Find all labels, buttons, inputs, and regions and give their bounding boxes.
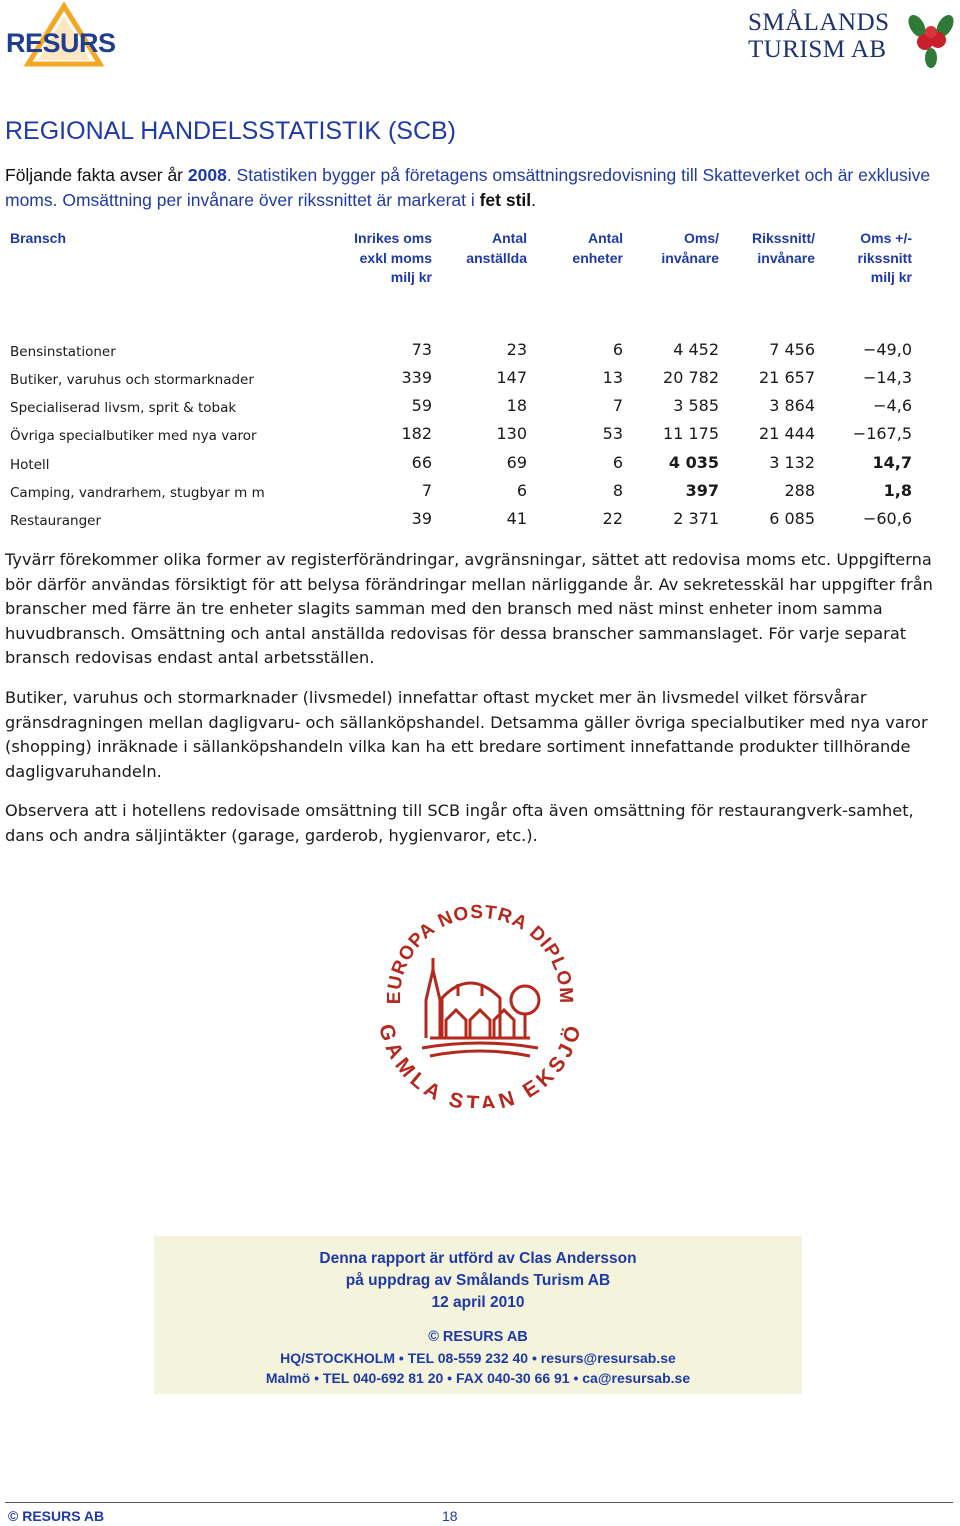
cell-oms: 73 — [411, 340, 432, 359]
cell-oms: 339 — [401, 368, 432, 387]
cell-diff: −4,6 — [873, 396, 912, 415]
cell-anstallda: 69 — [506, 453, 527, 472]
report-hq-contact: HQ/STOCKHOLM • TEL 08-559 232 40 • resurs@resursab.se — [280, 1350, 676, 1366]
report-credits-box — [154, 1236, 802, 1394]
svg-text:EUROPA NOSTRA DIPLOM — [384, 902, 576, 1005]
cell-oms: 66 — [411, 453, 432, 472]
smalands-turism-logo — [745, 8, 957, 68]
footer-copyright: © RESURS AB — [8, 1508, 105, 1524]
cell-bransch: Bensinstationer — [10, 344, 116, 360]
cell-oms: 7 — [421, 481, 432, 500]
table-row — [0, 424, 960, 450]
cell-oms-invanare: 4 035 — [668, 453, 719, 472]
cell-diff: −14,3 — [862, 368, 912, 387]
cell-anstallda: 41 — [506, 509, 527, 528]
cell-riks-invanare: 3 132 — [769, 453, 815, 472]
col-header-oms-diff: Oms +/- rikssnitt milj kr — [857, 230, 912, 285]
paragraph-butiker: Butiker, varuhus och stormarknader (livsmedel) innefattar oftast mycket mer än livsmedel vilket försvårar gränsdragningen mellan dagligvaru- och sällanköpshandel. Detsamma gäller övriga specialbutiker med nya varor (shopping) inräknade i sällanköpshandeln vilka kan ha ett bredare sortiment innefattande produkter tillhörande dagligvaruhandeln. — [5, 688, 928, 781]
cell-oms-invanare: 20 782 — [663, 368, 719, 387]
intro-part1: Följande fakta avser år — [5, 165, 188, 185]
report-author: Denna rapport är utförd av Clas Andersson — [319, 1250, 637, 1267]
cell-anstallda: 18 — [506, 396, 527, 415]
cell-riks-invanare: 21 657 — [759, 368, 815, 387]
cell-enheter: 13 — [602, 368, 623, 387]
col-header-antal-anstallda: Antal anställda — [466, 230, 527, 266]
intro-text — [5, 163, 945, 213]
col-header-rikssnitt-invanare: Rikssnitt/ invånare — [751, 230, 815, 266]
cell-bransch: Restauranger — [10, 513, 102, 529]
cell-enheter: 7 — [612, 396, 623, 415]
cell-anstallda: 130 — [496, 424, 527, 443]
page-number: 18 — [442, 1508, 458, 1524]
table-row — [0, 340, 960, 366]
intro-part2: . Statistiken bygger på företagens omsättningsredovisning till Skatteverket och är exklusive moms. Omsättning per invånare över rikssnittet är markerat i — [5, 165, 931, 210]
cell-oms-invanare: 3 585 — [673, 396, 719, 415]
cell-riks-invanare: 3 864 — [769, 396, 815, 415]
cell-bransch: Specialiserad livsm, sprit & tobak — [10, 400, 237, 416]
cell-enheter: 53 — [602, 424, 623, 443]
cell-diff: 1,8 — [883, 481, 912, 500]
table-row — [0, 481, 960, 507]
paragraph-caveats: Tyvärr förekommer olika former av registerförändringar, avgränsningar, sättet att redovisa moms etc. Uppgifterna bör därför användas försiktigt för att belysa förändringar mellan närliggande år. Av sekretesskäl har uppgifter från branscher med färre än tre enheter slagits samman med den bransch med näst minst enheter inom samma huvudbransch. Omsättning och antal anställda redovisas för dessa branscher sammanslaget. För varje separat bransch redovisas endast antal arbetsställen. — [5, 550, 933, 668]
cell-riks-invanare: 288 — [784, 481, 815, 500]
cell-enheter: 8 — [612, 481, 623, 500]
footer-divider — [5, 1502, 953, 1503]
diploma-top-text: EUROPA NOSTRA DIPLOM — [383, 901, 577, 1005]
cell-diff: −167,5 — [852, 424, 912, 443]
resurs-logo-text: RESURS — [6, 28, 116, 58]
smt-logo-line1: SMÅLANDS — [748, 9, 890, 36]
col-header-oms-invanare: Oms/ invånare — [661, 230, 719, 266]
cell-oms-invanare: 11 175 — [663, 424, 719, 443]
paragraph-hotell: Observera att i hotellens redovisade omsättning till SCB ingår ofta även omsättning för restaurangverk-samhet, dans och andra säljintäkter (garage, garderob, hygienvaror, etc.). — [5, 801, 914, 845]
cell-diff: 14,7 — [872, 453, 912, 472]
cell-oms-invanare: 4 452 — [673, 340, 719, 359]
col-header-antal-enheter: Antal enheter — [572, 230, 623, 266]
page-title: REGIONAL HANDELSSTATISTIK (SCB) — [5, 117, 457, 145]
cell-bransch: Övriga specialbutiker med nya varor — [10, 428, 257, 444]
report-copyright: © RESURS AB — [428, 1329, 528, 1345]
cell-diff: −49,0 — [862, 340, 912, 359]
diploma-bottom-text: GAMLA STAN EKSJÖ — [374, 1021, 586, 1108]
table-row — [0, 509, 960, 535]
cell-enheter: 22 — [602, 509, 623, 528]
cell-oms: 39 — [411, 509, 432, 528]
cell-riks-invanare: 6 085 — [769, 509, 815, 528]
cell-oms: 182 — [401, 424, 432, 443]
report-commissioner: på uppdrag av Smålands Turism AB — [345, 1272, 611, 1289]
cell-oms: 59 — [411, 396, 432, 415]
smt-logo-line2: TURISM AB — [748, 36, 887, 63]
table-row — [0, 453, 960, 479]
cell-bransch: Hotell — [10, 457, 50, 473]
diploma-seal-icon — [370, 888, 590, 1108]
cell-bransch: Butiker, varuhus och stormarknader — [10, 372, 254, 388]
intro-part3: . — [531, 190, 537, 210]
cell-anstallda: 6 — [516, 481, 527, 500]
cell-oms-invanare: 2 371 — [673, 509, 719, 528]
table-row — [0, 396, 960, 422]
lingonberry-icon — [905, 12, 957, 68]
resurs-logo — [4, 2, 120, 68]
table-row — [0, 368, 960, 394]
intro-bold: fet stil — [479, 190, 532, 210]
col-header-bransch: Bransch — [10, 230, 67, 246]
cell-diff: −60,6 — [862, 509, 912, 528]
report-malmo-contact: Malmö • TEL 040-692 81 20 • FAX 040-30 66 91 • ca@resursab.se — [265, 1370, 691, 1386]
cell-riks-invanare: 21 444 — [759, 424, 815, 443]
svg-text:GAMLA STAN EKSJÖ — [374, 1022, 586, 1108]
cell-enheter: 6 — [612, 453, 623, 472]
europa-nostra-diploma-emblem — [370, 888, 590, 1108]
cell-oms-invanare: 397 — [685, 481, 719, 500]
cell-anstallda: 147 — [496, 368, 527, 387]
cell-bransch: Camping, vandrarhem, stugbyar m m — [10, 485, 265, 501]
cell-anstallda: 23 — [506, 340, 527, 359]
intro-year: 2008 — [187, 165, 227, 185]
col-header-inrikes-oms: Inrikes oms exkl moms milj kr — [354, 230, 432, 285]
cell-riks-invanare: 7 456 — [769, 340, 815, 359]
cell-enheter: 6 — [612, 340, 623, 359]
report-date: 12 april 2010 — [431, 1294, 525, 1311]
